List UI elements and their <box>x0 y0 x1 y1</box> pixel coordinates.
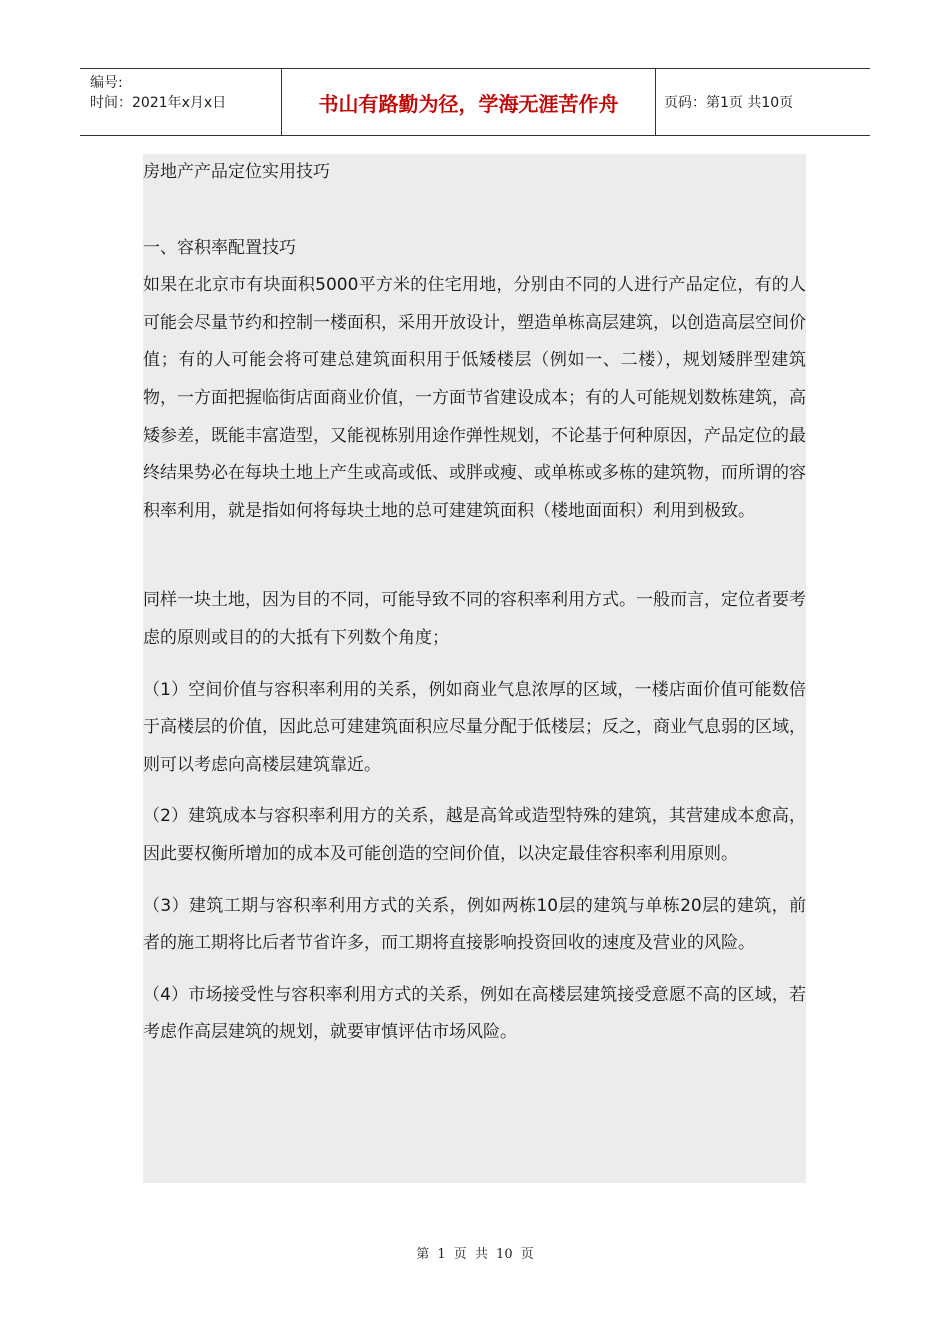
section-heading: 一、容积率配置技巧 <box>143 237 296 258</box>
header-page-cell <box>656 69 870 135</box>
list-item-1: （1）空间价值与容积率利用的关系，例如商业气息浓厚的区域，一楼店面价值可能数倍于高楼层的价值，因此总可建建筑面积应尽量分配于低楼层；反之，商业气息弱的区域，则可以考虑向高楼层建筑靠近。 <box>143 679 806 775</box>
paragraph-2: 同样一块土地，因为目的不同，可能导致不同的容积率利用方式。一般而言，定位者要考虑的原则或目的的大抵有下列数个角度； <box>143 590 806 648</box>
document-header <box>80 68 870 136</box>
list-item-4: （4）市场接受性与容积率利用方式的关系，例如在高楼层建筑接受意愿不高的区域，若考虑作高层建筑的规划，就要审慎评估市场风险。 <box>143 984 806 1043</box>
document-title: 房地产产品定位实用技巧 <box>143 162 330 182</box>
page-footer: 第 1 页 共 10 页 <box>416 1247 534 1262</box>
paragraph-1: 如果在北京市有块面积5000平方米的住宅用地，分别由不同的人进行产品定位，有的人可能会尽量节约和控制一楼面积，采用开放设计，塑造单栋高层建筑，以创造高层空间价值；有的人可能会将可建总建筑面积用于低矮楼层（例如一、二楼），规划矮胖型建筑物，一方面把握临街店面商业价值，一方面节省建设成本；有的人可能规划数栋建筑，高矮参差，既能丰富造型，又能视栋别用途作弹性规划，不论基于何种原因，产品定位的最终结果势必在每块土地上产生或高或低、或胖或瘦、或单栋或多栋的建筑物，而所谓的容积率利用，就是指如何将每块土地的总可建建筑面积（楼地面面积）利用到极致。 <box>143 275 806 521</box>
header-motto-cell <box>282 69 656 135</box>
document-body <box>143 154 806 1183</box>
header-time-label: 时间：2021年x月x日 <box>90 95 227 111</box>
header-page-code: 页码：第1页 共10页 <box>664 95 794 111</box>
list-item-3: （3）建筑工期与容积率利用方式的关系，例如两栋10层的建筑与单栋20层的建筑，前者的施工期将比后者节省许多，而工期将直接影响投资回收的速度及营业的风险。 <box>143 895 806 954</box>
header-motto: 书山有路勤为径，学海无涯苦作舟 <box>318 91 619 116</box>
list-item-2: （2）建筑成本与容积率利用方的关系，越是高耸或造型特殊的建筑，其营建成本愈高，因此要权衡所增加的成本及可能创造的空间价值，以决定最佳容积率利用原则。 <box>143 806 806 864</box>
header-meta-cell <box>80 69 282 135</box>
header-number-label: 编号: <box>90 75 123 91</box>
